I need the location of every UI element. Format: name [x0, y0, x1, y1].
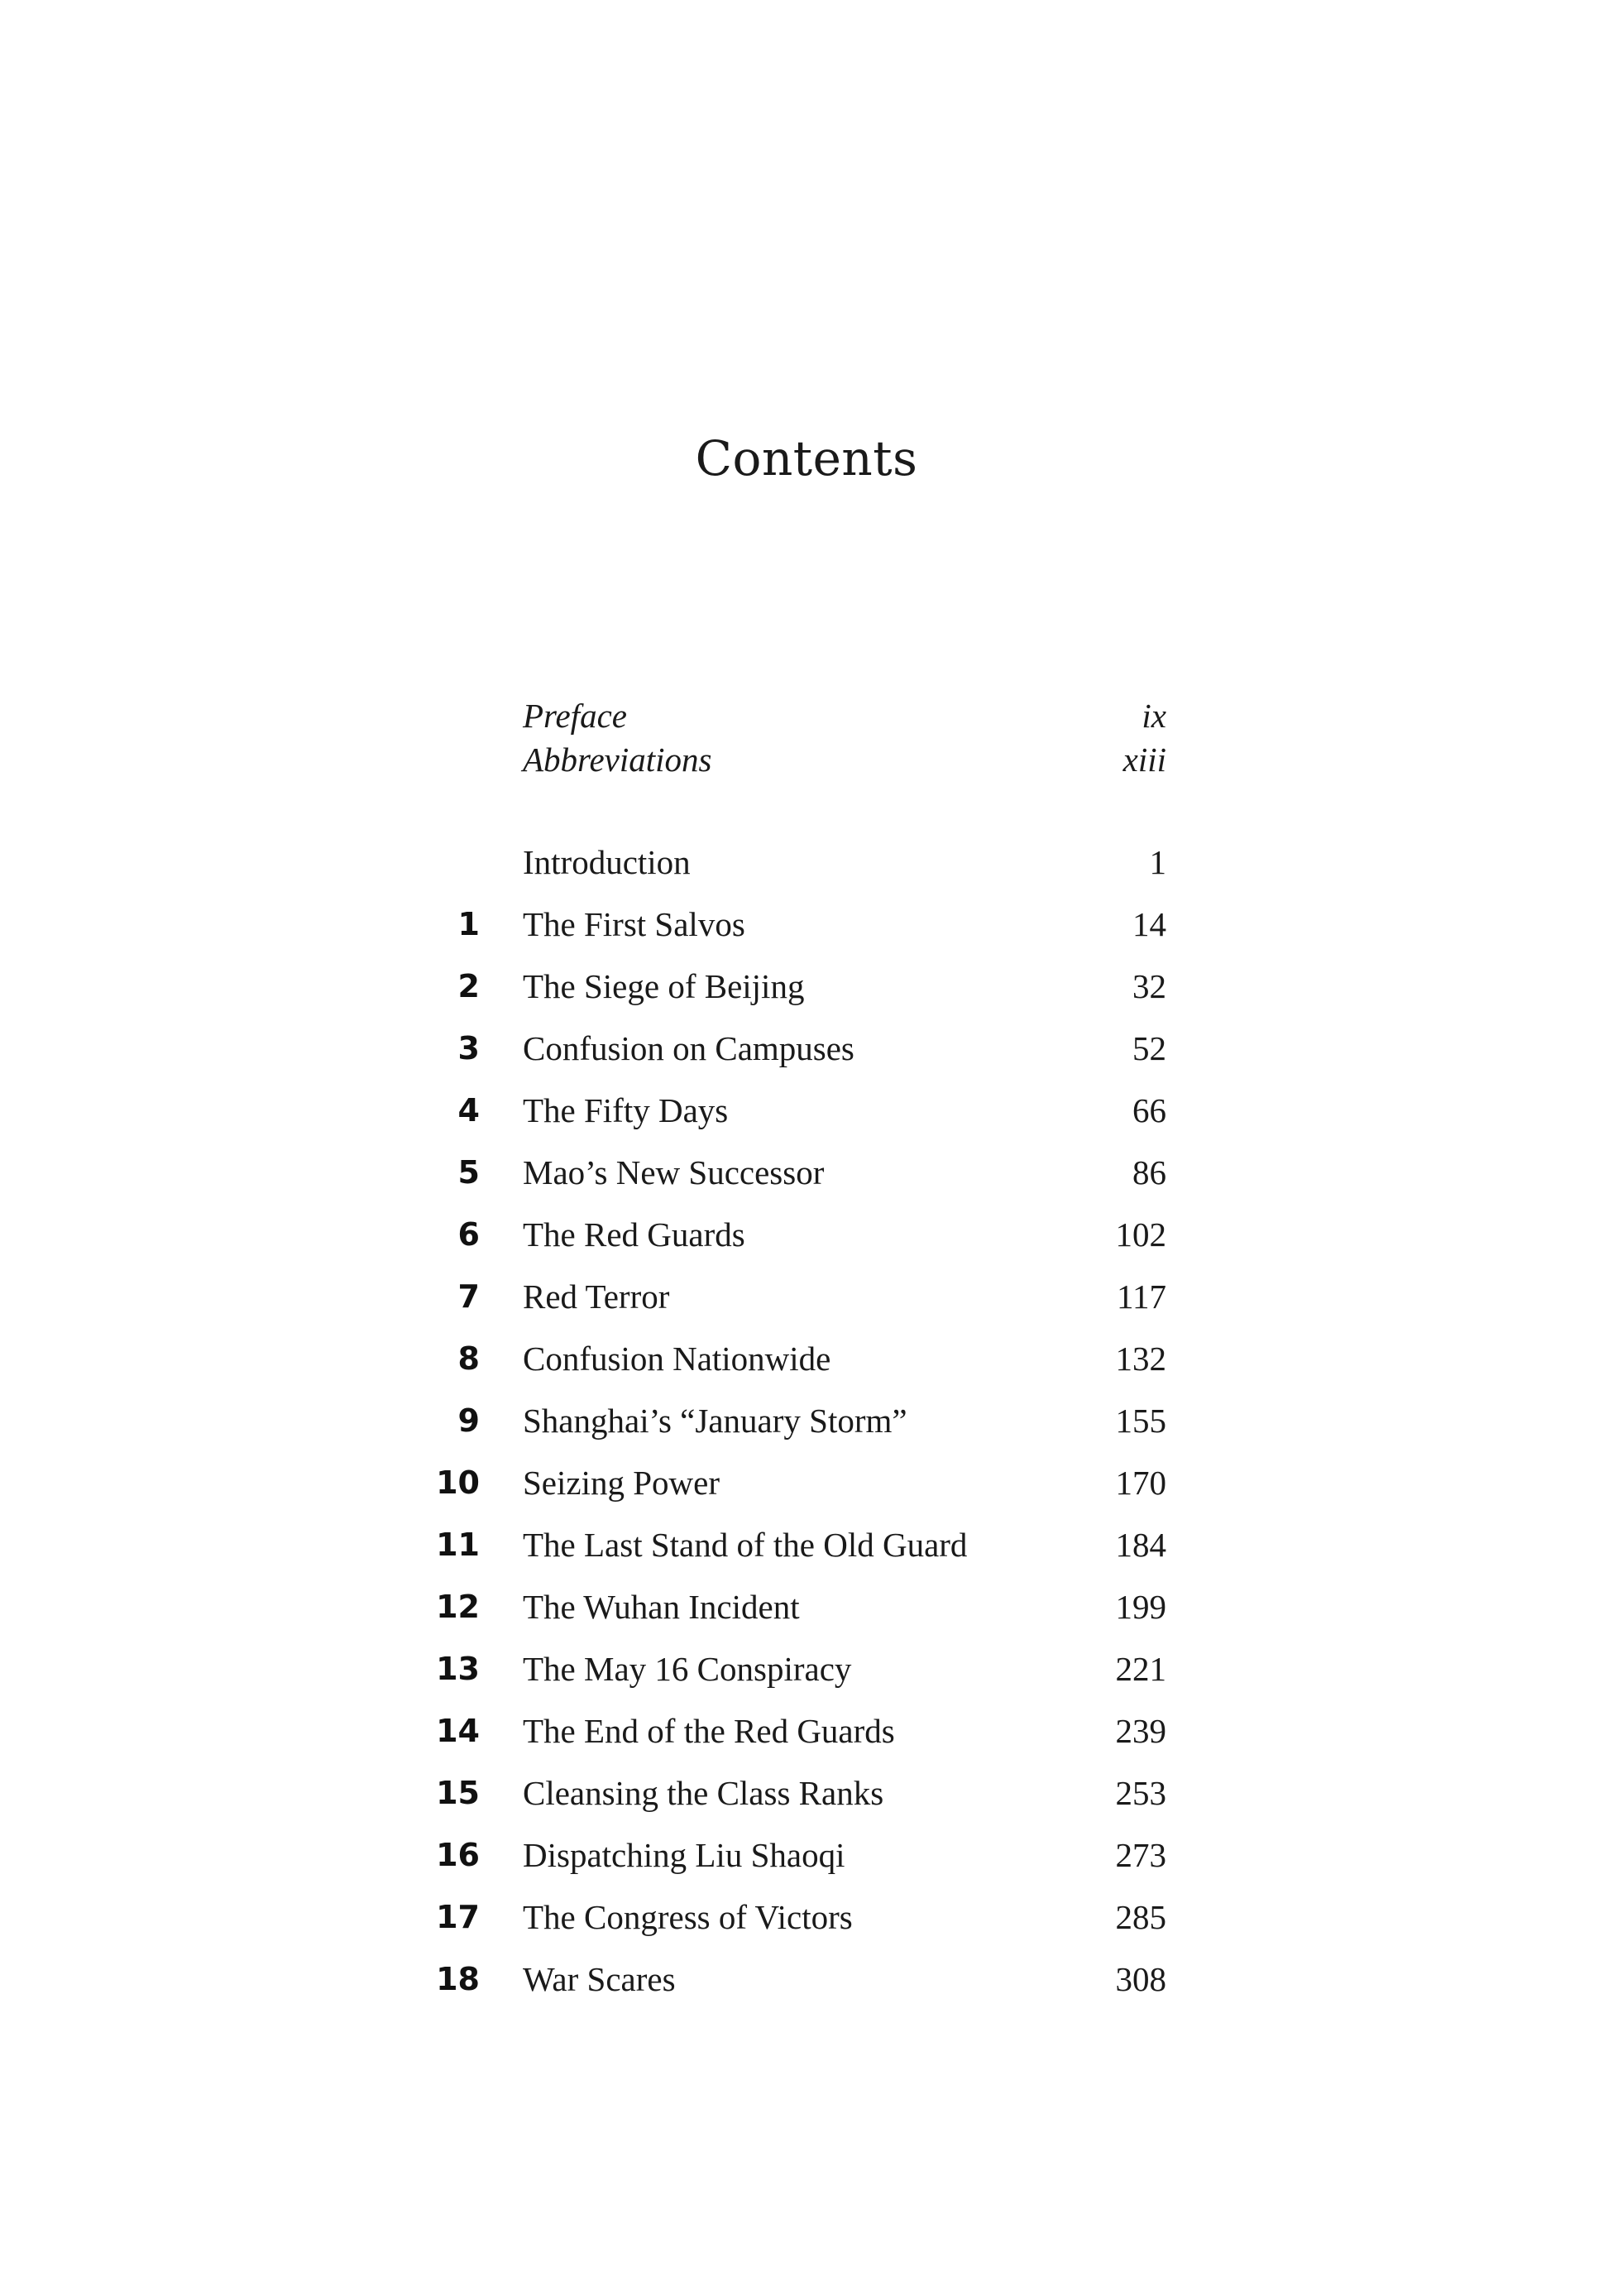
entry-page: xiii [1122, 741, 1166, 779]
entry-title: Dispatching Liu Shaoqi [523, 1836, 845, 1874]
chapter-number: 14 [436, 1713, 480, 1749]
chapter-number: 7 [457, 1278, 480, 1315]
entry-page: 184 [1115, 1526, 1166, 1564]
chapter-number: 16 [436, 1837, 480, 1873]
chapter-number: 6 [457, 1216, 480, 1253]
entry-title: The First Salvos [523, 905, 745, 943]
entry-page: 285 [1115, 1898, 1166, 1936]
toc-entry-chapter-2[interactable] [0, 961, 1613, 1011]
entry-page: 117 [1117, 1277, 1166, 1316]
entry-title: The Fifty Days [523, 1091, 729, 1129]
entry-title: Confusion on Campuses [523, 1029, 854, 1067]
toc-entry-chapter-3[interactable] [0, 1023, 1613, 1073]
entry-title: The End of the Red Guards [523, 1712, 895, 1750]
toc-entry-chapter-13[interactable] [0, 1644, 1613, 1694]
toc-entry-chapter-10[interactable] [0, 1458, 1613, 1507]
chapter-number: 15 [436, 1775, 480, 1811]
entry-title: Abbreviations [523, 741, 712, 779]
entry-page: 273 [1115, 1836, 1166, 1874]
entry-title: Mao’s New Successor [523, 1153, 825, 1191]
chapter-number: 1 [457, 906, 480, 942]
toc-entry-chapter-7[interactable] [0, 1272, 1613, 1321]
entry-page: 308 [1115, 1960, 1166, 1998]
entry-title: War Scares [523, 1960, 676, 1998]
chapter-number: 8 [457, 1340, 480, 1377]
toc-entry-chapter-14[interactable] [0, 1706, 1613, 1756]
entry-page: 132 [1115, 1340, 1166, 1378]
toc-entry-introduction[interactable] [0, 837, 1613, 887]
chapter-number: 18 [436, 1961, 480, 1997]
toc-entry-chapter-15[interactable] [0, 1768, 1613, 1818]
toc-entry-chapter-4[interactable] [0, 1086, 1613, 1135]
toc-entry-chapter-12[interactable] [0, 1582, 1613, 1632]
entry-page: 170 [1115, 1464, 1166, 1502]
entry-page: 32 [1132, 967, 1166, 1005]
entry-title: Introduction [523, 843, 691, 881]
toc-entry-chapter-18[interactable] [0, 1954, 1613, 2004]
entry-title: The Wuhan Incident [523, 1588, 800, 1626]
entry-page: 14 [1132, 905, 1166, 943]
chapter-number: 5 [457, 1154, 480, 1191]
chapter-number: 17 [436, 1899, 480, 1935]
entry-title: Confusion Nationwide [523, 1340, 831, 1378]
entry-title: Seizing Power [523, 1464, 720, 1502]
entry-page: 155 [1115, 1402, 1166, 1440]
chapter-number: 11 [436, 1527, 480, 1563]
entry-title: The Congress of Victors [523, 1898, 853, 1936]
chapter-number: 10 [436, 1464, 480, 1501]
entry-title: The Siege of Beijing [523, 967, 805, 1005]
toc-entry-preface[interactable] [0, 691, 1613, 741]
entry-page: ix [1142, 697, 1166, 735]
entry-title: The May 16 Conspiracy [523, 1650, 852, 1688]
entry-title: The Last Stand of the Old Guard [523, 1526, 968, 1564]
chapter-number: 3 [457, 1030, 480, 1067]
entry-title: Red Terror [523, 1277, 670, 1316]
toc-entry-chapter-6[interactable] [0, 1210, 1613, 1259]
entry-page: 86 [1132, 1153, 1166, 1191]
chapter-number: 9 [457, 1402, 480, 1439]
chapter-number: 2 [457, 968, 480, 1004]
toc-entry-chapter-1[interactable] [0, 899, 1613, 949]
entry-title: Shanghai’s “January Storm” [523, 1402, 907, 1440]
entry-title: Cleansing the Class Ranks [523, 1774, 884, 1812]
entry-page: 253 [1115, 1774, 1166, 1812]
toc-entry-chapter-17[interactable] [0, 1892, 1613, 1942]
toc-entry-chapter-9[interactable] [0, 1396, 1613, 1445]
entry-title: Preface [523, 697, 627, 735]
page-title: Contents [695, 430, 918, 487]
chapter-number: 12 [436, 1589, 480, 1625]
entry-page: 199 [1115, 1588, 1166, 1626]
entry-page: 221 [1115, 1650, 1166, 1688]
chapter-number: 13 [436, 1651, 480, 1687]
toc-entry-abbreviations[interactable] [0, 735, 1613, 784]
toc-entry-chapter-11[interactable] [0, 1520, 1613, 1570]
toc-entry-chapter-8[interactable] [0, 1334, 1613, 1383]
entry-page: 102 [1115, 1215, 1166, 1253]
toc-entry-chapter-16[interactable] [0, 1830, 1613, 1880]
entry-page: 239 [1115, 1712, 1166, 1750]
entry-title: The Red Guards [523, 1215, 745, 1253]
toc-entry-chapter-5[interactable] [0, 1148, 1613, 1197]
entry-page: 1 [1149, 843, 1166, 881]
chapter-number: 4 [457, 1092, 480, 1129]
entry-page: 66 [1132, 1091, 1166, 1129]
entry-page: 52 [1132, 1029, 1166, 1067]
